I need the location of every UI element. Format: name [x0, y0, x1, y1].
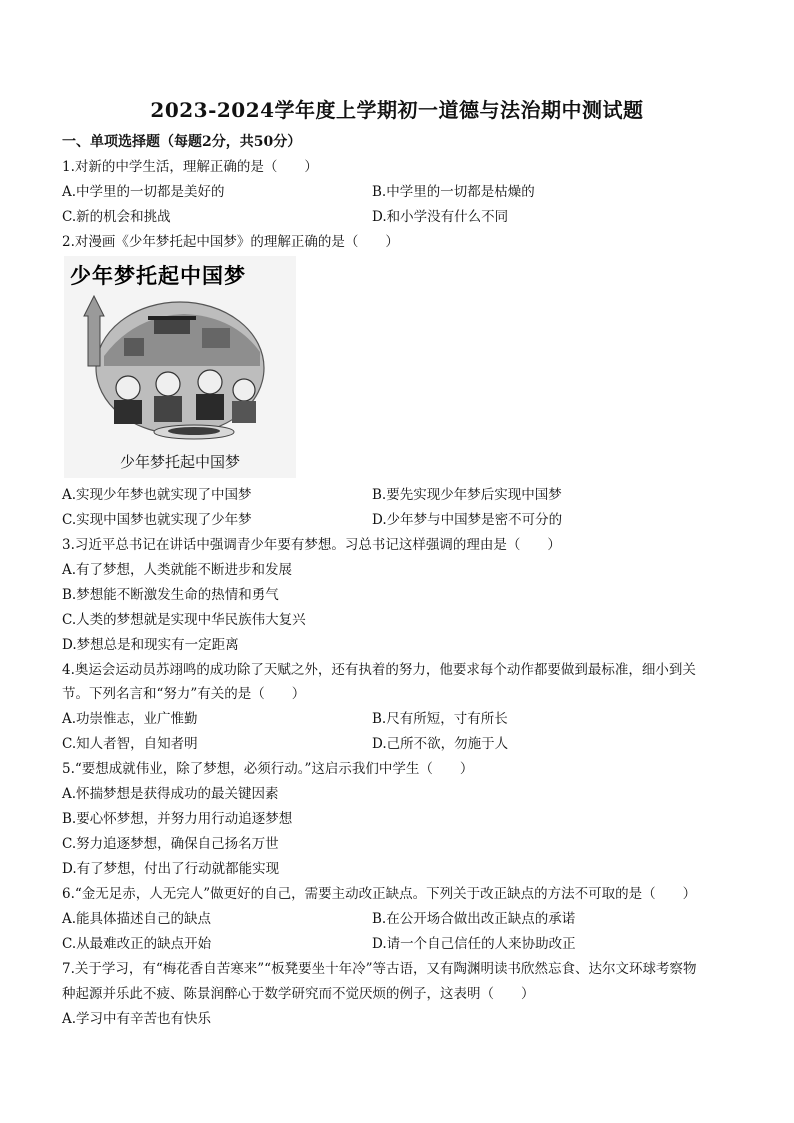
option-a: A.实现少年梦也就实现了中国梦 — [62, 487, 252, 503]
option-d: D.梦想总是和现实有一定距离 — [62, 637, 239, 653]
option-a: A.怀揣梦想是获得成功的最关键因素 — [62, 786, 279, 802]
question-stem: 3.习近平总书记在讲话中强调青少年要有梦想。习总书记这样强调的理由是（ ） — [62, 537, 561, 553]
option-d: D.请一个自己信任的人来协助改正 — [372, 936, 576, 952]
option-b: B.中学里的一切都是枯燥的 — [372, 184, 535, 200]
question-stem-line: 节。下列名言和“努力”有关的是（ ） — [62, 686, 306, 702]
option-d: D.己所不欲，勿施于人 — [372, 736, 509, 752]
question-stem: 5.“要想成就伟业，除了梦想，必须行动。”这启示我们中学生（ ） — [62, 761, 474, 777]
option-a: A.学习中有辛苦也有快乐 — [62, 1011, 212, 1027]
section-heading: 一、单项选择题（每题2分，共50分） — [62, 134, 302, 150]
option-d: D.有了梦想，付出了行动就都能实现 — [62, 861, 280, 877]
option-d: D.和小学没有什么不同 — [372, 209, 509, 225]
cartoon-illustration — [64, 256, 296, 478]
option-b: B.尺有所短，寸有所长 — [372, 711, 508, 727]
option-c: C.知人者智，自知者明 — [62, 736, 198, 752]
option-c: C.从最难改正的缺点开始 — [62, 936, 212, 952]
option-c: C.新的机会和挑战 — [62, 209, 171, 225]
option-a: A.功崇惟志，业广惟勤 — [62, 711, 198, 727]
option-c: C.实现中国梦也就实现了少年梦 — [62, 512, 252, 528]
option-c: C.人类的梦想就是实现中华民族伟大复兴 — [62, 612, 306, 628]
option-c: C.努力追逐梦想，确保自己扬名万世 — [62, 836, 279, 852]
question-stem-line: 7.关于学习，有“梅花香自苦寒来”“板凳要坐十年冷”等古语，又有陶渊明读书欣然忘食、达尔文环球考察物 — [62, 961, 697, 977]
question-stem: 6.“金无足赤，人无完人”做更好的自己，需要主动改正缺点。下列关于改正缺点的方法不可取的是（ ） — [62, 886, 697, 902]
option-b: B.梦想能不断激发生命的热情和勇气 — [62, 587, 279, 603]
option-a: A.有了梦想，人类就能不断进步和发展 — [62, 562, 293, 578]
option-b: B.在公开场合做出改正缺点的承诺 — [372, 911, 576, 927]
cartoon-caption: 少年梦托起中国梦 — [119, 453, 240, 471]
question-stem: 1.对新的中学生活，理解正确的是（ ） — [62, 159, 318, 175]
cartoon-figure — [64, 256, 296, 478]
cartoon-title: 少年梦托起中国梦 — [70, 264, 246, 288]
option-d: D.少年梦与中国梦是密不可分的 — [372, 512, 563, 528]
question-stem: 2.对漫画《少年梦托起中国梦》的理解正确的是（ ） — [62, 234, 399, 250]
question-stem-line: 4.奥运会运动员苏翊鸣的成功除了天赋之外，还有执着的努力，他要求每个动作都要做到最标准，细小到关 — [62, 662, 696, 678]
option-a: A.能具体描述自己的缺点 — [62, 911, 212, 927]
option-a: A.中学里的一切都是美好的 — [62, 184, 225, 200]
option-b: B.要先实现少年梦后实现中国梦 — [372, 487, 562, 503]
option-b: B.要心怀梦想，并努力用行动追逐梦想 — [62, 811, 293, 827]
question-stem-line: 种起源并乐此不疲、陈景润醉心于数学研究而不觉厌烦的例子，这表明（ ） — [62, 986, 535, 1002]
exam-title: 2023-2024学年度上学期初一道德与法治期中测试题 — [150, 98, 644, 122]
